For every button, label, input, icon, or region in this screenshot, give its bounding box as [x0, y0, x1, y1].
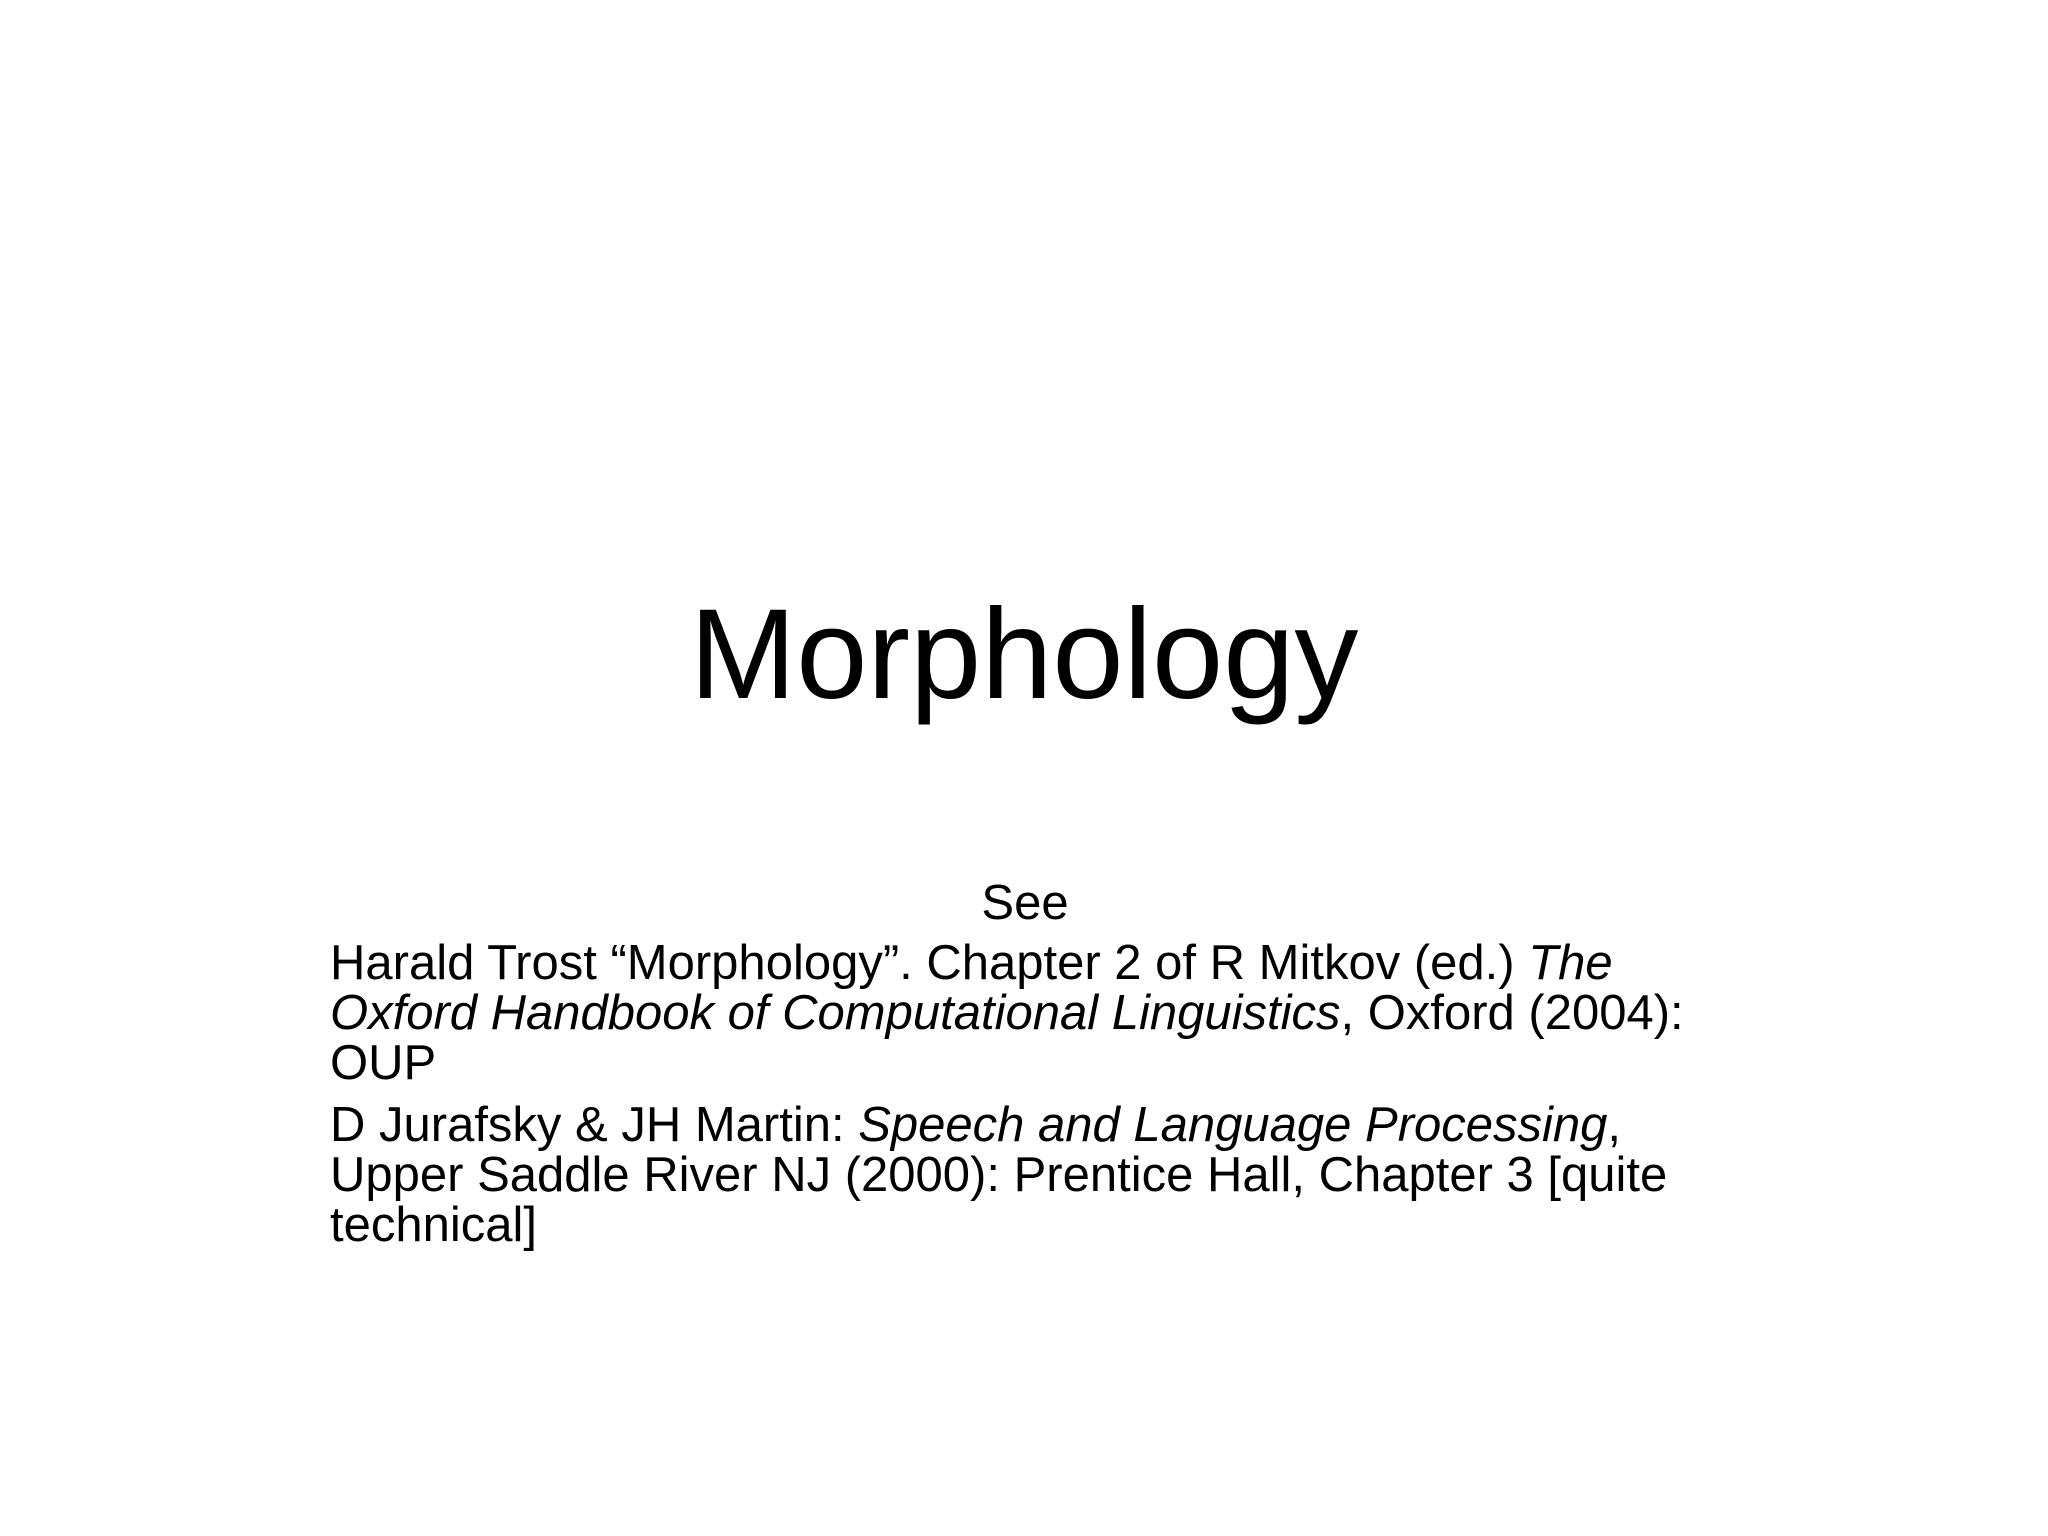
reference-book-title: The Oxford Handbook of Computational Linguistics [330, 936, 1613, 1040]
reference-publisher: , Upper Saddle River NJ (2000): Prentice Hall, Chapter 3 [quite technical] [330, 1098, 1668, 1252]
reference-publisher: , Oxford (2004): OUP [330, 986, 1684, 1090]
reference-text: Harald Trost “Morphology”. Chapter 2 of R Mitkov (ed.) [330, 936, 1529, 990]
slide-title: Morphology [689, 583, 1359, 726]
see-label: See [981, 876, 1069, 930]
reference-book-title: Speech and Language Processing [858, 1098, 1608, 1152]
reference-item [330, 1100, 1720, 1250]
reference-text: D Jurafsky & JH Martin: [330, 1098, 859, 1152]
references-block [330, 878, 1720, 1262]
reference-item [330, 938, 1720, 1088]
